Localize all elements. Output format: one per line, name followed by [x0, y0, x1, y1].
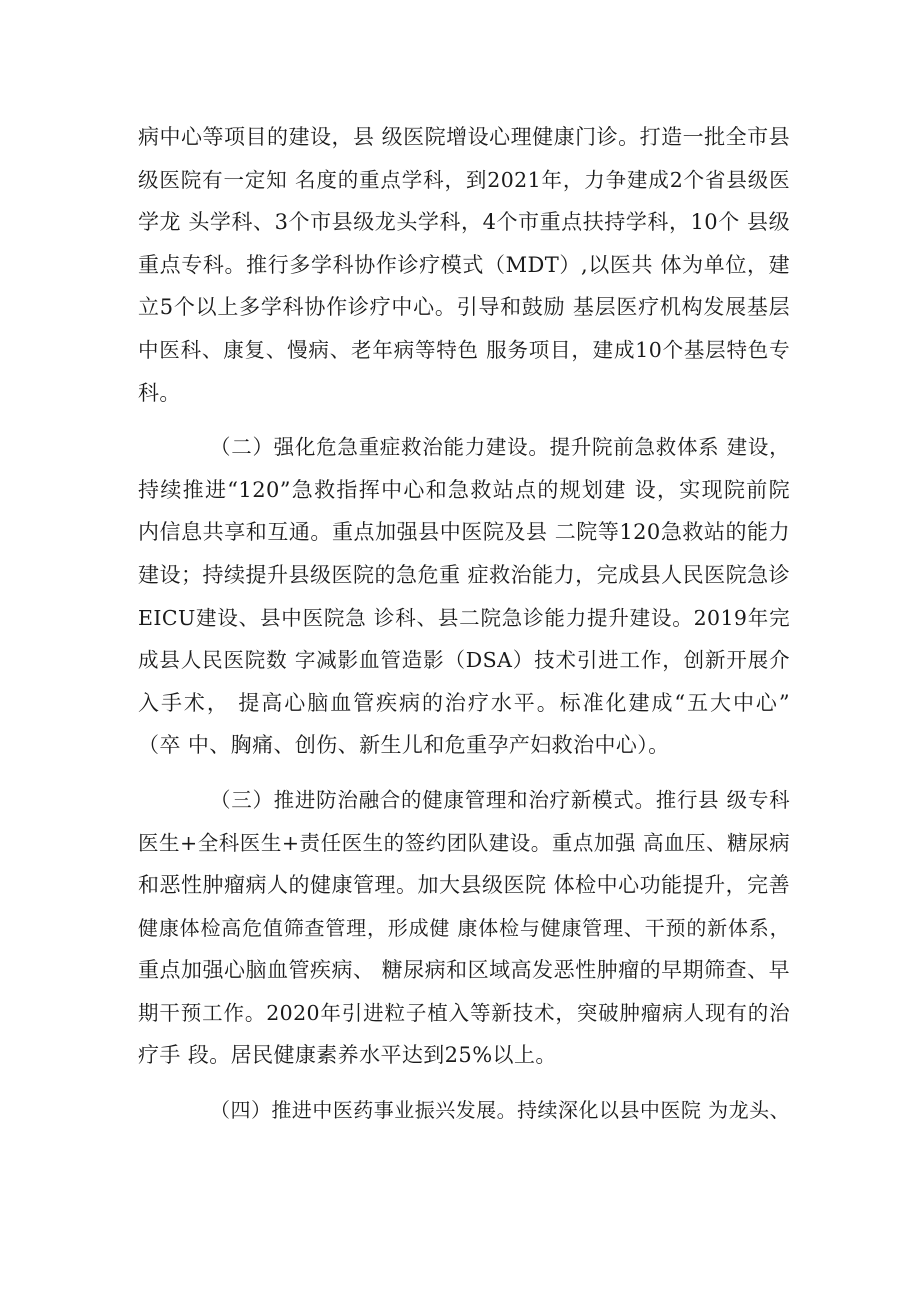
- text-line: 级医院有一定知 名度的重点学科，到2021年，力争建成2个省县级医: [138, 167, 790, 192]
- text-line: 建设；持续提升县级医院的急危重 症救治能力，完成县人民医院急诊: [138, 562, 790, 587]
- text-line: 中医科、康复、慢病、老年病等特色 服务项目，建成10个基层特色专: [138, 337, 790, 362]
- text-line: 成县人民医院数 字减影血管造影（DSA）技术引进工作，创新开展介: [138, 648, 790, 673]
- text-line: 病中心等项目的建设，县 级医院增设心理健康门诊。打造一批全市县: [138, 125, 790, 149]
- text-line: 和恶性肿瘤病人的健康管理。加大县级医院 体检中心功能提升，完善: [138, 873, 790, 898]
- paragraph-specialty-development: [138, 116, 790, 414]
- text-line: 重点专科。推行多学科协作诊疗模式（MDT）,以医共 体为单位，建: [138, 252, 790, 277]
- text-line: 医生+全科医生+责任医生的签约团队建设。重点加强 高血压、糖尿病: [138, 830, 790, 855]
- text-line: EICU建设、县中医院急 诊科、县二院急诊能力提升建设。2019年完: [138, 605, 790, 630]
- document-body: [138, 116, 790, 1132]
- text-line-indented: （二）强化危急重症救治能力建设。提升院前急救体系 建设，: [210, 435, 790, 460]
- text-line: 学龙 头学科、3个市县级龙头学科，4个市重点扶持学科，10个 县级: [138, 210, 790, 235]
- text-line: 内信息共享和互通。重点加强县中医院及县 二院等120急救站的能力: [138, 520, 790, 545]
- text-line-indented: （三）推进防治融合的健康管理和治疗新模式。推行县 级专科: [210, 787, 790, 812]
- text-line: 科。: [138, 380, 181, 405]
- text-line: 入手术， 提高心脑血管疾病的治疗水平。标准化建成“五大中心”: [138, 690, 790, 715]
- paragraph-emergency-care: [138, 426, 790, 767]
- text-line: 健康体检高危值筛查管理，形成健 康体检与健康管理、干预的新体系，: [138, 915, 790, 940]
- text-line: 期干预工作。2020年引进粒子植入等新技术，突破肿瘤病人现有的治: [138, 1000, 790, 1025]
- text-line: 重点加强心脑血管疾病、 糖尿病和区域高发恶性肿瘤的早期筛查、早: [138, 958, 790, 983]
- text-line: 疗手 段。居民健康素养水平达到25%以上。: [138, 1043, 557, 1068]
- paragraph-tcm-development: [138, 1089, 790, 1132]
- paragraph-spacer: [138, 767, 790, 779]
- text-line-indented: （四）推进中医药事业振兴发展。持续深化以县中医院 为龙头、: [210, 1098, 790, 1123]
- paragraph-spacer: [138, 1077, 790, 1089]
- text-line: 立5个以上多学科协作诊疗中心。引导和鼓励 基层医疗机构发展基层: [138, 295, 790, 320]
- paragraph-health-management: [138, 779, 790, 1077]
- paragraph-spacer: [138, 414, 790, 426]
- text-line: 持续推进“120”急救指挥中心和急救站点的规划建 设，实现院前院: [138, 477, 790, 502]
- text-line: （卒 中、胸痛、创伤、新生儿和危重孕产妇救治中心）。: [138, 733, 670, 758]
